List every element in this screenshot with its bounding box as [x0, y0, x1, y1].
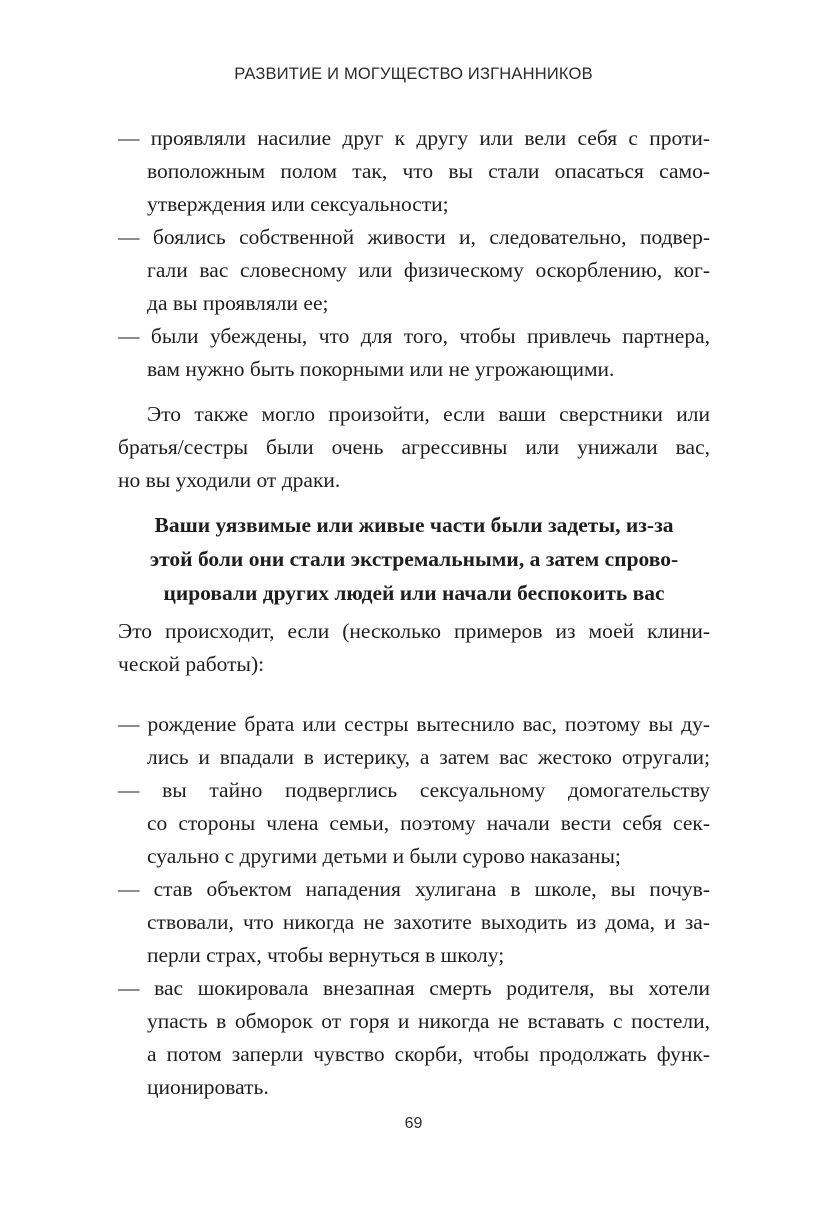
- list-item-2-line-1: — боялись собственной живости и, следовательно, подвер-: [118, 225, 710, 249]
- list-item-3-line-1: — были убеждены, что для того, чтобы привлечь партнера,: [118, 324, 710, 348]
- list-item-2-line-2: гали вас словесному или физическому оскорблению, ког-: [147, 258, 710, 282]
- list-item-1-line-3: утверждения или сексуальности;: [147, 192, 449, 216]
- page-number: 69: [404, 1115, 423, 1132]
- example-3-line-2: ствовали, что никогда не захотите выходить из дома, и за-: [147, 910, 710, 934]
- list-item-2-line-3: да вы проявляли ее;: [147, 291, 329, 315]
- running-header: РАЗВИТИЕ И МОГУЩЕСТВО ИЗГНАННИКОВ: [234, 65, 593, 83]
- paragraph-1-line-1: Это также могло произойти, если ваши сверстники или: [147, 402, 710, 426]
- paragraph-1-line-2: братья/сестры были очень агрессивны или унижали вас,: [118, 435, 710, 459]
- example-4-line-2: упасть в обморок от горя и никогда не вставать с постели,: [147, 1009, 710, 1033]
- list-examples: [118, 708, 710, 1104]
- example-3-line-3: перли страх, чтобы вернуться в школу;: [147, 943, 505, 967]
- example-4-line-1: — вас шокировала внезапная смерть родителя, вы хотели: [118, 976, 710, 1000]
- paragraph-2-line-1: Это происходит, если (несколько примеров из моей клини-: [118, 619, 710, 643]
- heading-line-2: этой боли они стали экстремальными, а затем спрово-: [149, 547, 679, 571]
- example-1-line-1: — рождение брата или сестры вытеснило вас, поэтому вы ду-: [118, 712, 710, 736]
- heading-line-3: цировали других людей или начали беспокоить вас: [163, 581, 665, 605]
- list-item-1-line-1: — проявляли насилие друг к другу или вели себя с проти-: [118, 126, 710, 150]
- example-2-line-1: — вы тайно подверглись сексуальному домогательству: [118, 778, 710, 802]
- example-4-line-3: а потом заперли чувство скорби, чтобы продолжать функ-: [147, 1042, 710, 1066]
- paragraph-peers: [118, 398, 710, 497]
- list-item-3-line-2: вам нужно быть покорными или не угрожающими.: [147, 357, 615, 381]
- example-1-line-2: лись и впадали в истерику, а затем вас жестоко отругали;: [147, 745, 710, 769]
- example-2-line-2: со стороны члена семьи, поэтому начали вести себя сек-: [147, 811, 710, 835]
- paragraph-2-line-2: ческой работы):: [118, 652, 265, 676]
- paragraph-1-line-3: но вы уходили от драки.: [118, 468, 341, 492]
- list-behaviors: [118, 122, 710, 386]
- section-heading: [118, 508, 710, 610]
- paragraph-intro: [118, 615, 710, 681]
- example-3-line-1: — став объектом нападения хулигана в школе, вы почув-: [118, 877, 710, 901]
- example-2-line-3: суально с другими детьми и были сурово наказаны;: [147, 844, 621, 868]
- example-4-line-4: ционировать.: [147, 1075, 269, 1099]
- heading-line-1: Ваши уязвимые или живые части были задеты, из-за: [154, 513, 674, 537]
- list-item-1-line-2: воположным полом так, что вы стали опасаться само-: [147, 159, 710, 183]
